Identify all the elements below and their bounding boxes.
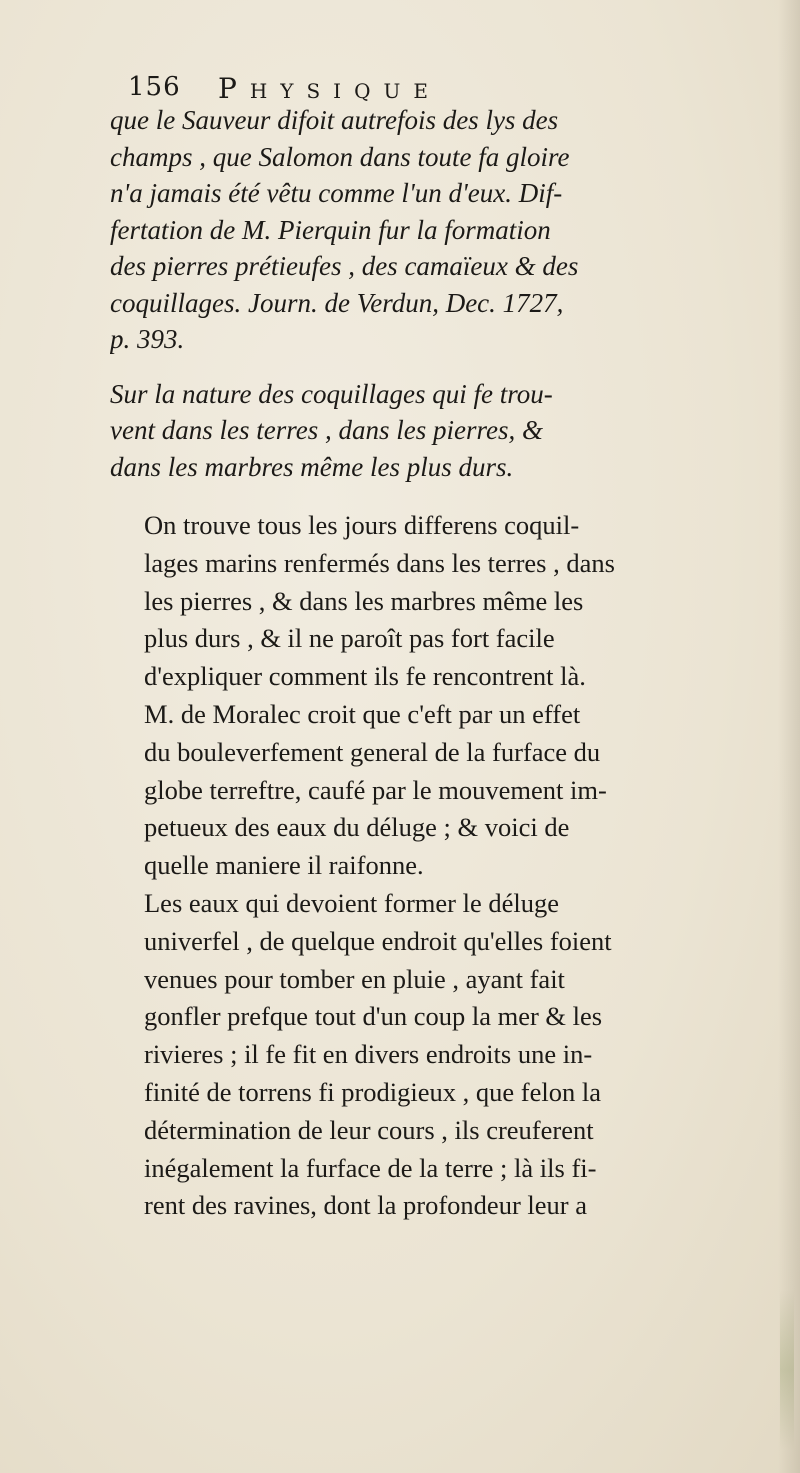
paragraph-line: du bouleverfement general de la furface du — [144, 736, 601, 767]
page-number: 156 — [128, 72, 181, 102]
paragraph-line: détermination de leur cours , ils creuferent — [144, 1114, 594, 1145]
paragraph-line: lages marins renfermés dans les terres , dans — [144, 547, 615, 578]
paragraph-line: petueux des eaux du déluge ; & voici de — [144, 812, 570, 843]
citation-line: des pierres prétieufes , des camaïeux & des — [110, 251, 579, 281]
paragraph-line: d'expliquer comment ils fe rencontrent là. — [144, 661, 586, 692]
paragraph-line: rent des ravines, dont la profondeur leur a — [144, 1190, 587, 1221]
paragraph-line: venues pour tomber en pluie , ayant fait — [144, 963, 565, 994]
paper-stain — [780, 1290, 794, 1450]
paragraph-line: finité de torrens fi prodigieux , que felon la — [144, 1076, 601, 1107]
paragraph-line: rivieres ; il fe fit en divers endroits une in- — [144, 1039, 593, 1070]
citation-line: n'a jamais été vêtu comme l'un d'eux. Dif- — [110, 178, 563, 208]
paragraph-line: Les eaux qui devoient former le déluge — [144, 887, 560, 918]
paragraph-line: On trouve tous les jours differens coquil- — [144, 510, 580, 540]
citation-line: fertation de M. Pierquin fur la formation — [110, 214, 551, 245]
citation-block — [110, 102, 770, 358]
section-title — [110, 376, 770, 486]
section-title-line: dans les marbres même les plus durs. — [110, 451, 514, 482]
paragraph-line: globe terreftre, caufé par le mouvement im- — [144, 774, 607, 805]
citation-line: coquillages. Journ. de Verdun, Dec. 1727, — [110, 287, 564, 318]
paragraph-1 — [110, 507, 770, 885]
citation-line: champs , que Salomon dans toute fa gloire — [110, 141, 570, 172]
page-edge-shadow — [778, 0, 800, 1473]
paragraph-2 — [110, 885, 770, 1225]
section-title-line: Sur la nature des coquillages qui fe trou- — [110, 378, 553, 409]
paragraph-line: inégalement la furface de la terre ; là ils fi- — [144, 1152, 597, 1183]
paragraph-line: quelle maniere il raifonne. — [144, 850, 424, 881]
paragraph-line: univerfel , de quelque endroit qu'elles foient — [144, 925, 612, 956]
paragraph-line: plus durs , & il ne paroît pas fort facile — [144, 623, 555, 654]
paragraph-line: les pierres , & dans les marbres même les — [144, 585, 584, 616]
section-title-line: vent dans les terres , dans les pierres, & — [110, 415, 543, 445]
paragraph-line: M. de Moralec croit que c'eft par un effet — [144, 698, 581, 729]
citation-line: que le Sauveur difoit autrefois des lys des — [110, 105, 559, 135]
running-title: Physique — [218, 72, 441, 105]
paragraph-line: gonfler prefque tout d'un coup la mer & les — [144, 1001, 603, 1032]
citation-line: p. 393. — [110, 324, 185, 354]
body-text — [110, 102, 770, 1225]
